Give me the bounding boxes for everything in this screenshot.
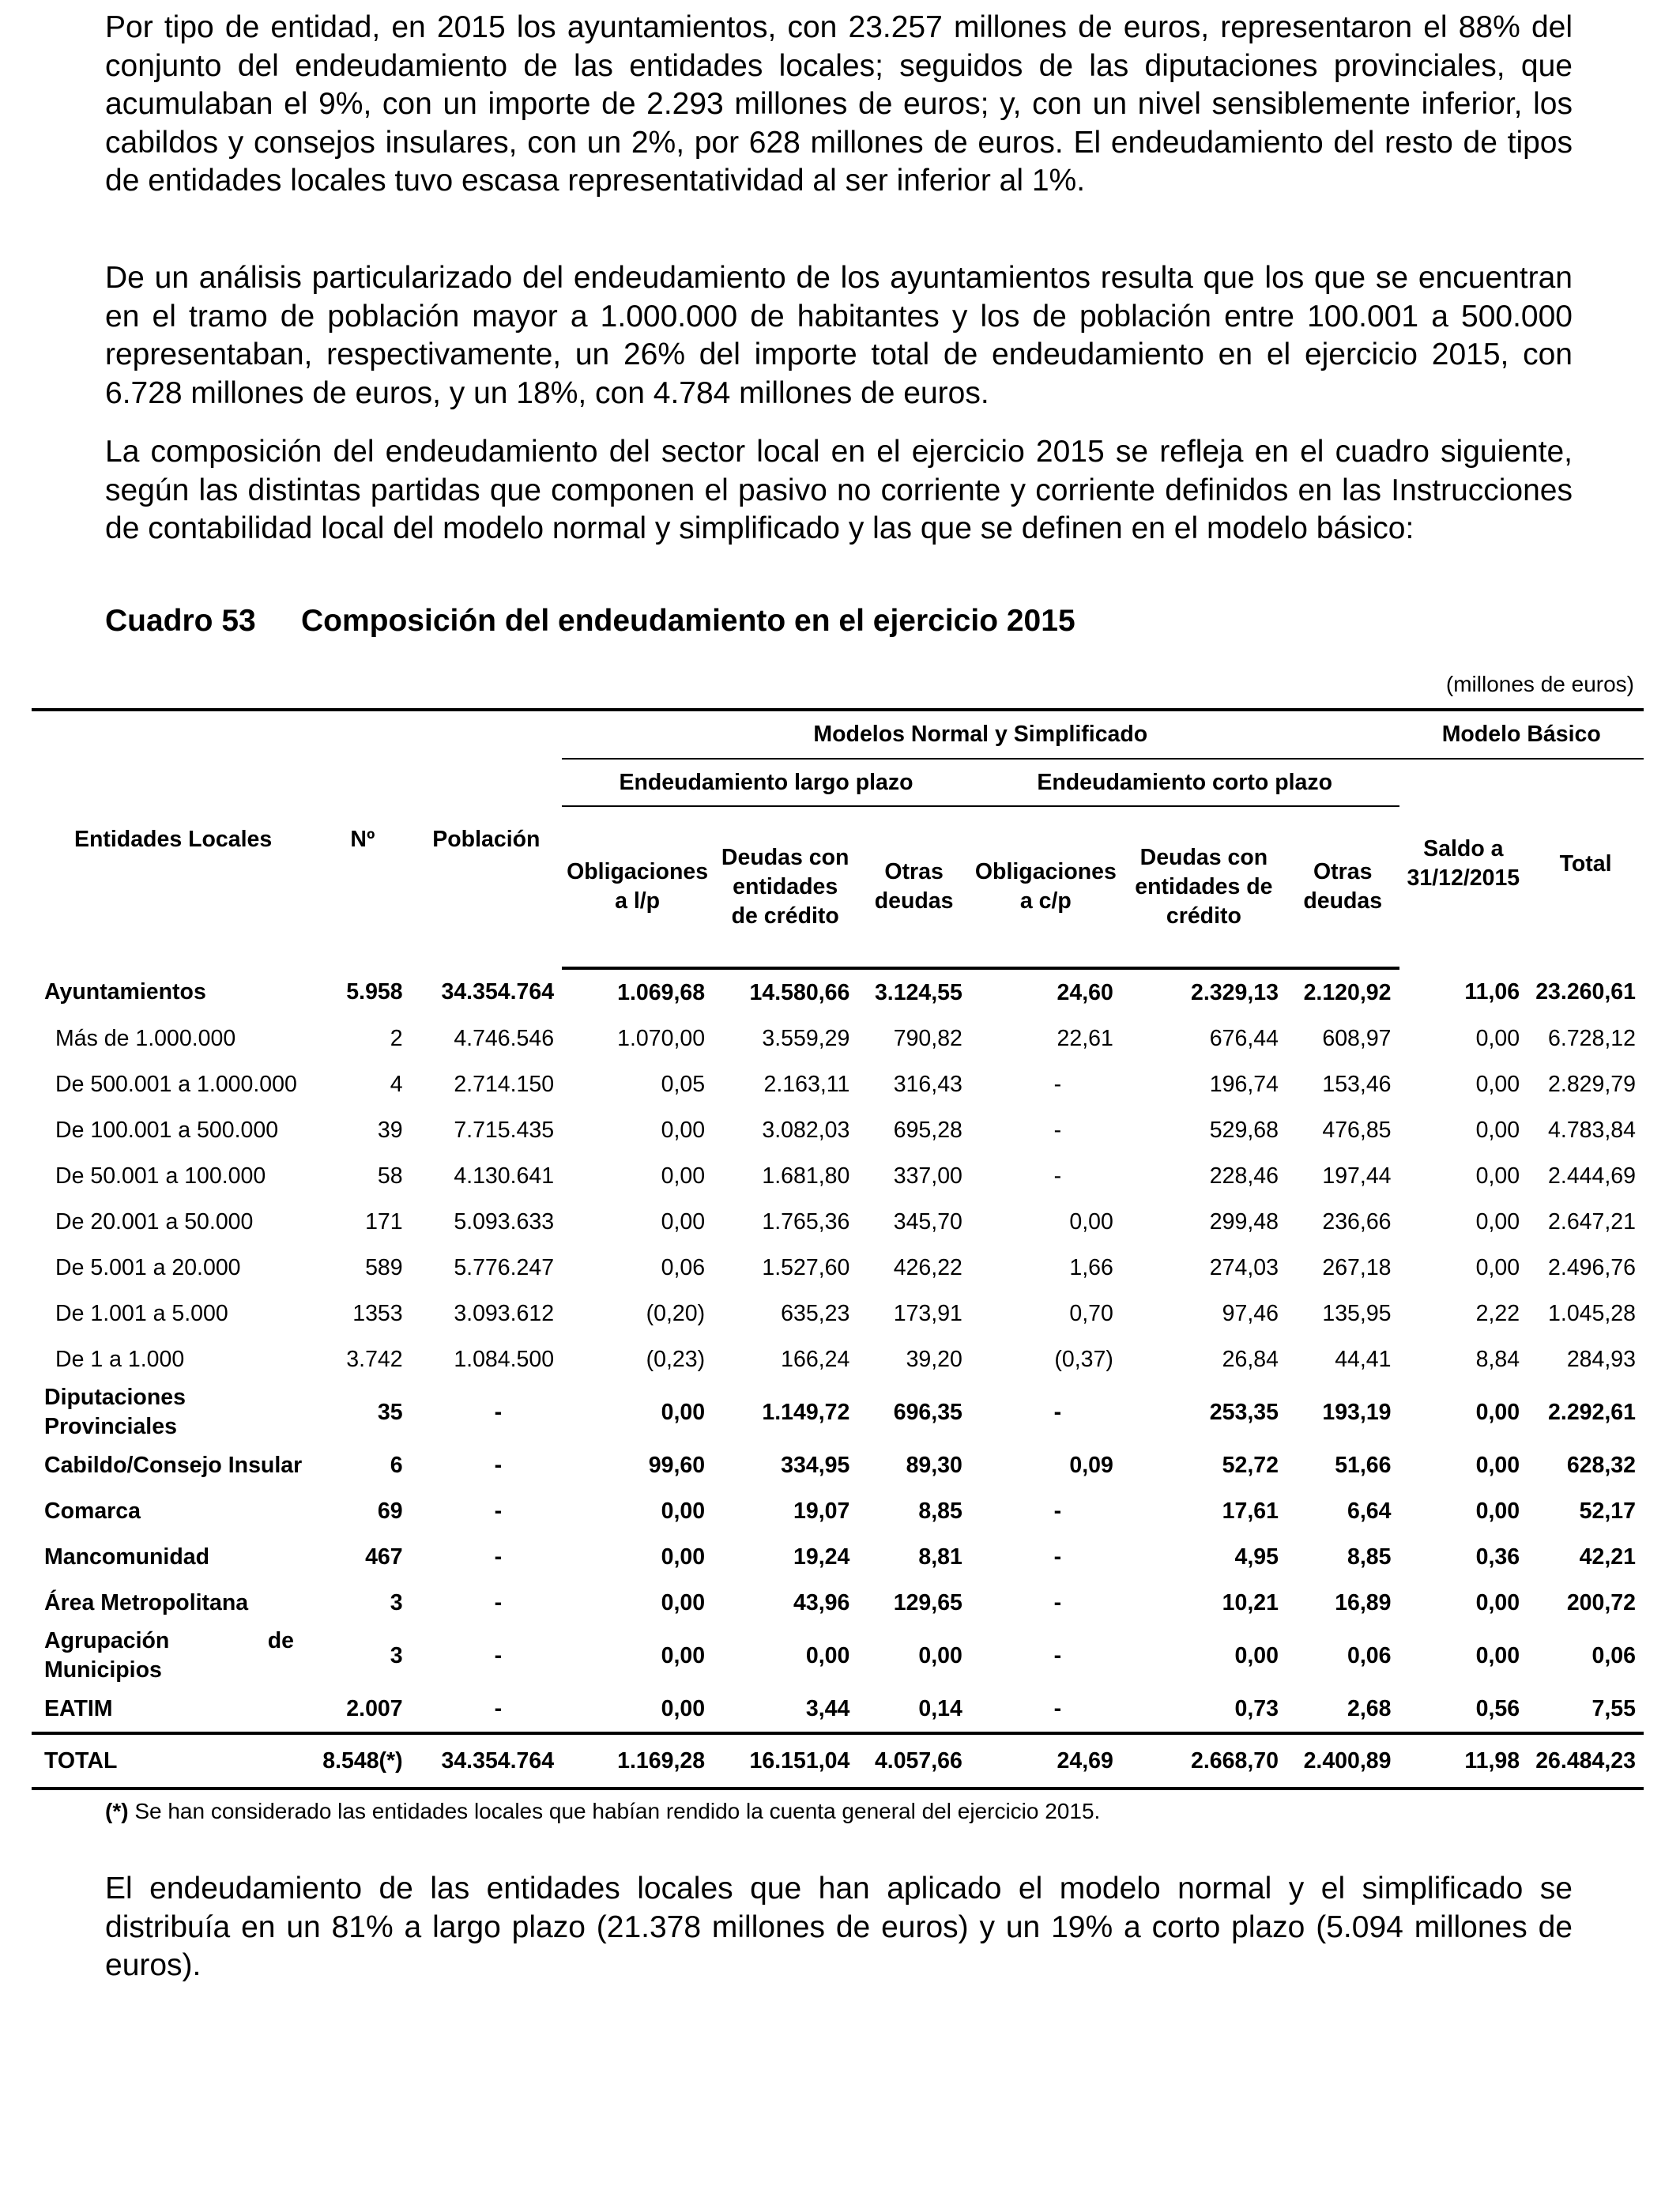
cell-otras-cp: 16,89 [1335,1589,1392,1615]
table-row [32,1580,1644,1626]
cell-oblig-cp: - [1053,1695,1062,1721]
cell-deudas-lp: 19,24 [793,1544,850,1570]
cell-otras-cp: 51,66 [1335,1452,1392,1478]
table-caption [105,604,1075,639]
col-header-saldo: Saldo a 31/12/2015 [1407,836,1520,891]
cell-entity: De 20.001 a 50.000 [55,1208,254,1235]
cell-saldo: 0,00 [1475,1071,1520,1097]
cell-n: 5.958 [346,978,403,1005]
cell-total: 628,32 [1566,1452,1636,1478]
table-body [32,968,1644,1789]
cell-saldo: 0,00 [1475,1589,1520,1615]
cell-otras-lp: 129,65 [893,1589,962,1615]
paragraph-conclusion: El endeudamiento de las entidades locales que han aplicado el modelo normal y el simplificado se distribuía en un 81% a largo plazo (21.378 millones de euros) y un 19% a corto plazo (5.094 millones de euros). [105,1872,1573,1982]
cell-total: 4.783,84 [1548,1117,1636,1143]
col-header-deudas-cp: Deudas con entidades de crédito [1121,806,1286,968]
col-header-otras-lp: Otras deudas [857,806,970,968]
agrupacion-line-1 [44,1627,294,1656]
cell-oblig-lp: 0,00 [661,1695,706,1721]
cell-oblig-lp: (0,23) [646,1346,706,1372]
cell-poblacion: 2.714.150 [454,1071,555,1097]
cell-deudas-cp: 529,68 [1209,1117,1279,1143]
cell-deudas-cp: 299,48 [1209,1208,1279,1235]
debt-composition-table [32,708,1644,1790]
cell-n: 2.007 [346,1695,403,1721]
cell-otras-cp: 267,18 [1322,1254,1392,1280]
cell-saldo: 0,00 [1475,1642,1520,1668]
cell-oblig-cp: - [1053,1544,1062,1570]
agrupacion-de-word: de [267,1628,294,1653]
cell-otras-cp: 193,19 [1322,1399,1392,1425]
cell-saldo: 0,00 [1475,1254,1520,1280]
cell-total: 2.496,76 [1548,1254,1636,1280]
group-header-normal: Modelos Normal y Simplificado [562,710,1399,759]
cell-n: 35 [377,1399,403,1425]
cell-otras-lp: 8,81 [918,1544,962,1570]
cell-oblig-cp: 0,00 [1069,1208,1113,1235]
cell-total: 23.260,61 [1535,978,1636,1005]
cell-poblacion: - [494,1642,503,1668]
cell-oblig-cp: - [1053,1589,1062,1615]
cell-deudas-cp: 52,72 [1222,1452,1279,1478]
group-header-basico: Modelo Básico [1399,710,1644,759]
cell-oblig-lp: 0,05 [661,1071,706,1097]
cell-poblacion: - [494,1399,503,1425]
cell-entity: Mancomunidad [44,1544,210,1570]
cell-deudas-cp: 0,73 [1234,1695,1279,1721]
table-row [32,1199,1644,1245]
cell-oblig-lp: 0,00 [661,1589,706,1615]
cell-poblacion: 5.776.247 [454,1254,555,1280]
cell-otras-lp: 696,35 [893,1399,962,1425]
cell-entity: De 1 a 1.000 [55,1346,185,1372]
cell-saldo: 11,06 [1464,978,1520,1005]
cell-otras-lp: 695,28 [893,1117,962,1143]
cell-otras-cp: 6,64 [1347,1498,1392,1524]
cell-total: 284,93 [1566,1346,1636,1372]
cell-saldo: 0,56 [1475,1695,1520,1721]
table-row [32,968,1644,1016]
cell-entity: Área Metropolitana [44,1589,249,1615]
cell-oblig-lp: 99,60 [648,1452,706,1478]
cell-deudas-cp: 17,61 [1222,1498,1279,1524]
cell-oblig-lp: 0,00 [661,1163,706,1189]
cell-entity: Comarca [44,1498,141,1524]
cell-oblig-cp: - [1053,1163,1062,1189]
col-header-poblacion: Población [411,710,562,968]
cell-otras-lp: 0,00 [918,1642,962,1668]
col-header-n: Nº [315,710,410,968]
cell-n: 39 [377,1117,403,1143]
cell-saldo: 0,00 [1475,1208,1520,1235]
cell-deudas-cp: 228,46 [1209,1163,1279,1189]
cell-saldo: 0,00 [1475,1498,1520,1524]
cell-deudas-cp: 26,84 [1222,1346,1279,1372]
footnote-mark: (*) [105,1799,129,1823]
cell-entity: Diputaciones Provinciales [44,1385,186,1439]
cell-otras-lp: 4.057,66 [857,1733,970,1789]
col-header-oblig-cp: Obligaciones a c/p [970,806,1121,968]
cell-saldo: 0,00 [1475,1163,1520,1189]
table-row [32,1686,1644,1733]
cell-otras-cp: 153,46 [1322,1071,1392,1097]
cell-oblig-cp: - [1053,1399,1062,1425]
cell-otras-cp: 476,85 [1322,1117,1392,1143]
col-header-oblig-lp: Obligaciones a l/p [562,806,713,968]
cell-n: 3 [390,1642,403,1668]
cell-deudas-cp: 10,21 [1222,1589,1279,1615]
cell-poblacion: 4.746.546 [454,1025,555,1051]
cell-entity: De 500.001 a 1.000.000 [55,1071,297,1097]
cell-total: 200,72 [1566,1589,1636,1615]
cell-total: 6.728,12 [1548,1025,1636,1051]
cell-n: 4 [390,1071,403,1097]
footnote-text: Se han considerado las entidades locales que habían rendido la cuenta general del ejercicio 2015. [128,1799,1101,1823]
cell-n: 1353 [352,1300,403,1326]
cell-oblig-cp: 1,66 [1069,1254,1113,1280]
cell-oblig-lp: 0,00 [661,1498,706,1524]
cell-entity: De 5.001 a 20.000 [55,1254,241,1280]
cell-otras-cp: 197,44 [1322,1163,1392,1189]
cell-n: 3 [390,1589,403,1615]
cell-poblacion: - [494,1544,503,1570]
cell-otras-lp: 0,14 [918,1695,962,1721]
cell-deudas-lp: 3.082,03 [762,1117,850,1143]
cell-total: 52,17 [1579,1498,1636,1524]
cell-oblig-cp: - [1053,1117,1062,1143]
cell-oblig-cp: 22,61 [1057,1025,1113,1051]
table-row [32,1061,1644,1107]
table-row [32,1107,1644,1153]
cell-oblig-lp: 0,00 [661,1642,706,1668]
cell-entity: TOTAL [32,1733,315,1789]
cell-deudas-lp: 1.681,80 [762,1163,850,1189]
table-row [32,1291,1644,1336]
cell-deudas-cp: 274,03 [1209,1254,1279,1280]
agrupacion-line-2: Municipios [44,1657,162,1683]
cell-oblig-cp: - [1053,1642,1062,1668]
cell-otras-lp: 8,85 [918,1498,962,1524]
cell-otras-cp: 608,97 [1322,1025,1392,1051]
paragraph-composition-intro: La composición del endeudamiento del sector local en el ejercicio 2015 se refleja en el cuadro siguiente, según las distintas partidas que componen el pasivo no corriente y corriente definidos en las Instrucciones de contabilidad local del modelo normal y simplificado y las que se definen en el modelo básico: [105,435,1573,545]
paragraph-ayuntamientos-analysis: De un análisis particularizado del endeudamiento de los ayuntamientos resulta que los que se encuentran en el tramo de población mayor a 1.000.000 de habitantes y los de población entre 100.001 a 500.000 representaban, respectivamente, un 26% del importe total de endeudamiento en el ejercicio 2015, con 6.728 millones de euros, y un 18%, con 4.784 millones de euros. [105,261,1573,410]
cell-total: 2.647,21 [1548,1208,1636,1235]
cell-poblacion: 34.354.764 [411,1733,562,1789]
cell-total: 0,06 [1591,1642,1636,1668]
cell-total: 2.444,69 [1548,1163,1636,1189]
table-row [32,1534,1644,1580]
cell-n: 2 [390,1025,403,1051]
group-header-corto: Endeudamiento corto plazo [970,759,1399,806]
cell-entity [32,1626,315,1686]
cell-poblacion: 4.130.641 [454,1163,555,1189]
cell-poblacion: 34.354.764 [441,978,555,1005]
cell-n: 3.742 [346,1346,403,1372]
cell-deudas-lp: 166,24 [781,1346,850,1372]
cell-entity: De 100.001 a 500.000 [55,1117,279,1143]
cell-oblig-lp: (0,20) [646,1300,706,1326]
cell-n: 171 [365,1208,403,1235]
cell-saldo: 8,84 [1475,1346,1520,1372]
cell-oblig-lp: 0,00 [661,1399,706,1425]
cell-otras-lp: 790,82 [893,1025,962,1051]
cell-total: 42,21 [1579,1544,1636,1570]
group-header-largo: Endeudamiento largo plazo [562,759,970,806]
cell-saldo: 0,00 [1475,1399,1520,1425]
table-row [32,1016,1644,1061]
cell-saldo: 2,22 [1475,1300,1520,1326]
cell-deudas-lp: 43,96 [793,1589,850,1615]
cell-n: 6 [390,1452,403,1478]
cell-entity: Cabildo/Consejo Insular [44,1452,303,1478]
col-header-deudas-lp: Deudas con entidades de crédito [713,806,857,968]
cell-deudas-lp: 14.580,66 [749,979,850,1005]
cell-otras-cp: 236,66 [1322,1208,1392,1235]
cell-saldo: 0,00 [1475,1025,1520,1051]
cell-deudas-lp: 1.765,36 [762,1208,850,1235]
cell-deudas-lp: 19,07 [793,1498,850,1524]
cell-total: 2.292,61 [1548,1399,1636,1425]
table-footnote [105,1799,1100,1824]
cell-deudas-lp: 635,23 [781,1300,850,1326]
cell-oblig-lp: 0,00 [661,1117,706,1143]
cell-otras-cp: 2,68 [1347,1695,1392,1721]
table-number: Cuadro 53 [105,604,256,638]
cell-deudas-cp: 97,46 [1222,1300,1279,1326]
cell-deudas-cp: 4,95 [1234,1544,1279,1570]
cell-otras-cp: 2.400,89 [1286,1733,1399,1789]
cell-entity: De 50.001 a 100.000 [55,1163,266,1189]
cell-deudas-cp: 0,00 [1234,1642,1279,1668]
cell-n: 58 [377,1163,403,1189]
cell-saldo: 0,36 [1475,1544,1520,1570]
cell-poblacion: - [494,1452,503,1478]
cell-poblacion: 1.084.500 [454,1346,555,1372]
cell-otras-lp: 345,70 [893,1208,962,1235]
table-row [32,1488,1644,1534]
cell-deudas-lp: 3.559,29 [762,1025,850,1051]
cell-deudas-lp: 2.163,11 [763,1071,850,1097]
cell-oblig-lp: 0,00 [661,1544,706,1570]
cell-otras-lp: 173,91 [893,1300,962,1326]
cell-oblig-lp: 1.169,28 [562,1733,713,1789]
cell-saldo: 0,00 [1475,1452,1520,1478]
cell-poblacion: - [494,1695,503,1721]
cell-oblig-lp: 0,06 [661,1254,706,1280]
cell-oblig-cp: - [1053,1498,1062,1524]
cell-oblig-cp: 0,09 [1069,1452,1113,1478]
cell-entity: EATIM [44,1695,113,1721]
cell-otras-lp: 426,22 [893,1254,962,1280]
cell-deudas-lp: 3,44 [805,1695,850,1721]
cell-poblacion: 7.715.435 [454,1117,555,1143]
cell-total: 2.829,79 [1548,1071,1636,1097]
cell-oblig-cp: (0,37) [1054,1346,1113,1372]
units-label: (millones de euros) [1445,672,1634,696]
cell-oblig-lp: 1.070,00 [617,1025,706,1051]
cell-otras-lp: 89,30 [906,1452,962,1478]
cell-otras-cp: 44,41 [1335,1346,1392,1372]
cell-oblig-cp: - [1053,1071,1062,1097]
cell-deudas-cp: 676,44 [1209,1025,1279,1051]
cell-oblig-lp: 1.069,68 [617,979,706,1005]
table-row [32,1382,1644,1442]
table-row [32,1336,1644,1382]
table-row [32,1442,1644,1488]
col-header-entidades: Entidades Locales [32,710,315,968]
cell-otras-cp: 8,85 [1347,1544,1392,1570]
cell-otras-cp: 135,95 [1322,1300,1392,1326]
cell-otras-cp: 2.120,92 [1303,979,1392,1005]
cell-otras-lp: 337,00 [893,1163,962,1189]
paragraph-entity-type: Por tipo de entidad, en 2015 los ayuntamientos, con 23.257 millones de euros, representaron el 88% del conjunto del endeudamiento de las entidades locales; seguidos de las diputaciones provinciales, que acumulaban el 9%, con un importe de 2.293 millones de euros; y, con un nivel sensiblemente inferior, los cabildos y consejos insulares, con un 2%, por 628 millones de euros. El endeudamiento del resto de tipos de entidades locales tuvo escasa representatividad al ser inferior al 1%. [105,10,1573,198]
cell-saldo: 11,98 [1399,1733,1528,1789]
cell-otras-cp: 0,06 [1347,1642,1392,1668]
cell-n: 8.548(*) [315,1733,410,1789]
cell-deudas-lp: 1.149,72 [762,1399,850,1425]
cell-total: 1.045,28 [1548,1300,1636,1326]
table-row [32,1626,1644,1686]
cell-deudas-cp: 2.668,70 [1121,1733,1286,1789]
cell-deudas-lp: 334,95 [781,1452,850,1478]
cell-saldo: 0,00 [1475,1117,1520,1143]
cell-deudas-cp: 253,35 [1209,1399,1279,1425]
cell-entity: Ayuntamientos [44,978,206,1005]
cell-deudas-lp: 0,00 [805,1642,850,1668]
cell-oblig-cp: 0,70 [1069,1300,1113,1326]
cell-otras-lp: 3.124,55 [874,979,962,1005]
cell-poblacion: 3.093.612 [454,1300,555,1326]
table-title: Composición del endeudamiento en el ejercicio 2015 [301,604,1075,638]
cell-oblig-cp: 24,69 [970,1733,1121,1789]
col-header-otras-cp: Otras deudas [1286,806,1399,968]
cell-otras-lp: 39,20 [906,1346,962,1372]
cell-entity: De 1.001 a 5.000 [55,1300,228,1326]
agrupacion-word: Agrupación [44,1628,170,1653]
cell-n: 69 [377,1498,403,1524]
cell-deudas-cp: 196,74 [1209,1071,1279,1097]
cell-oblig-cp: 24,60 [1057,979,1113,1005]
cell-poblacion: 5.093.633 [454,1208,555,1235]
cell-total: 26.484,23 [1527,1733,1644,1789]
table-row [32,1153,1644,1199]
cell-poblacion: - [494,1498,503,1524]
cell-n: 589 [365,1254,403,1280]
table-row [32,1245,1644,1291]
cell-n: 467 [365,1544,403,1570]
cell-poblacion: - [494,1589,503,1615]
cell-total: 7,55 [1591,1695,1636,1721]
cell-deudas-cp: 2.329,13 [1191,979,1279,1005]
cell-otras-lp: 316,43 [893,1071,962,1097]
cell-entity: Más de 1.000.000 [55,1025,236,1051]
cell-deudas-lp: 16.151,04 [713,1733,857,1789]
col-header-total: Total [1559,850,1612,876]
cell-deudas-lp: 1.527,60 [762,1254,850,1280]
table-total-row [32,1733,1644,1789]
cell-oblig-lp: 0,00 [661,1208,706,1235]
